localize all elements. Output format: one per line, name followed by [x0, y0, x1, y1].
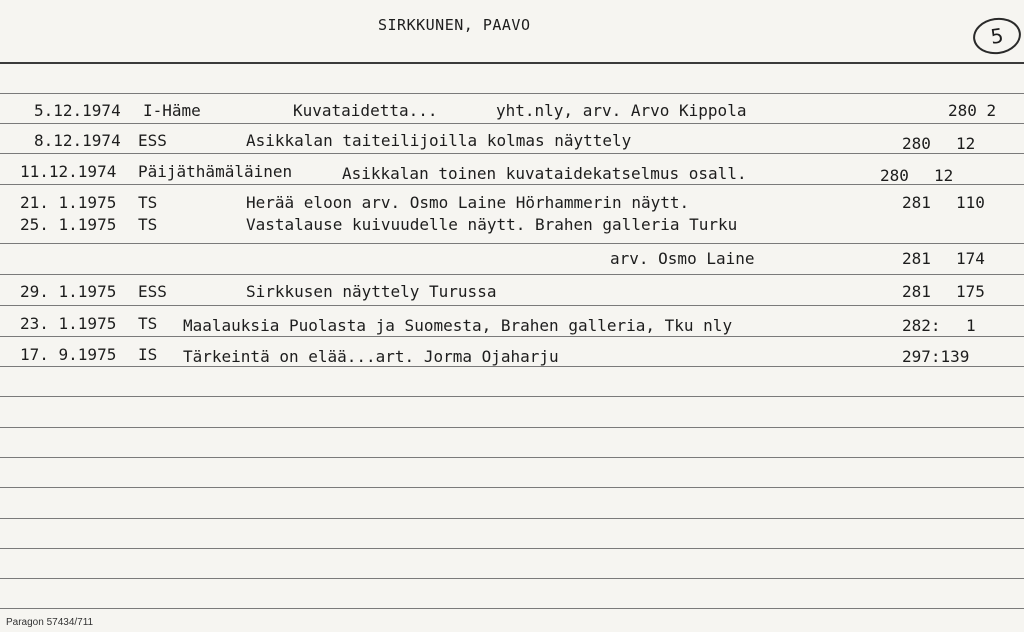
rule-line — [0, 518, 1024, 519]
entry-source: ESS — [138, 282, 167, 301]
header-rule — [0, 62, 1024, 64]
entry-page: 12 — [956, 134, 976, 153]
entry-date: 17. 9.1975 — [20, 345, 117, 364]
entry-text: Asikkalan taiteilijoilla kolmas näyttely — [246, 131, 632, 150]
entry-ref: 282: — [902, 316, 941, 335]
entry-text: Asikkalan toinen kuvataidekatselmus osall. — [342, 164, 747, 183]
entry-source: TS — [138, 193, 158, 212]
entry-page: 174 — [956, 249, 985, 268]
entry-source: TS — [138, 215, 158, 234]
entry-source: ESS — [138, 131, 167, 150]
entry-date: 5.12.1974 — [34, 101, 121, 120]
entry-extra: yht.nly, arv. Arvo Kippola — [496, 101, 747, 120]
rule-line — [0, 153, 1024, 154]
rule-line — [0, 336, 1024, 337]
rule-line — [0, 274, 1024, 275]
card-number-stamp: 5 — [971, 15, 1024, 57]
entry-ref: 281 — [902, 249, 931, 268]
entry-page: 1 — [966, 316, 976, 335]
rule-line — [0, 243, 1024, 244]
entry-ref: 297:139 — [902, 347, 970, 366]
rule-line — [0, 487, 1024, 488]
rule-line — [0, 184, 1024, 185]
entry-ref: 280 — [902, 134, 931, 153]
rule-line — [0, 427, 1024, 428]
rule-line — [0, 123, 1024, 124]
entry-text: Herää eloon arv. Osmo Laine Hörhammerin näytt. — [246, 193, 690, 212]
rule-line — [0, 578, 1024, 579]
entry-date: 8.12.1974 — [34, 131, 121, 150]
rule-line — [0, 396, 1024, 397]
entry-source: TS — [138, 314, 158, 333]
entry-source: Päijäthämäläinen — [138, 162, 293, 181]
card-title: SIRKKUNEN, PAAVO — [378, 16, 531, 34]
rule-line — [0, 548, 1024, 549]
rule-line — [0, 457, 1024, 458]
rule-line — [0, 608, 1024, 609]
entry-ref: 280 — [880, 166, 909, 185]
entry-text: arv. Osmo Laine — [610, 249, 755, 268]
rule-line — [0, 305, 1024, 306]
entry-date: 11.12.1974 — [20, 162, 117, 181]
entry-text: Vastalause kuivuudelle näytt. Brahen galleria Turku — [246, 215, 738, 234]
entry-text: Sirkkusen näyttely Turussa — [246, 282, 497, 301]
entry-date: 29. 1.1975 — [20, 282, 117, 301]
entry-date: 21. 1.1975 — [20, 193, 117, 212]
entry-page: 12 — [934, 166, 954, 185]
entry-ref: 280 2 — [948, 101, 997, 120]
entry-ref: 281 — [902, 282, 931, 301]
entry-ref: 281 — [902, 193, 931, 212]
card-footer: Paragon 57434/711 — [6, 617, 94, 628]
rule-line — [0, 93, 1024, 94]
entry-source: I-Häme — [143, 101, 201, 120]
entry-source: IS — [138, 345, 158, 364]
entry-text: Tärkeintä on elää...art. Jorma Ojaharju — [183, 347, 559, 366]
entry-text: Maalauksia Puolasta ja Suomesta, Brahen galleria, Tku nly — [183, 316, 733, 335]
entry-date: 25. 1.1975 — [20, 215, 117, 234]
entry-page: 175 — [956, 282, 985, 301]
entry-date: 23. 1.1975 — [20, 314, 117, 333]
entry-text: Kuvataidetta... — [293, 101, 438, 120]
entry-page: 110 — [956, 193, 985, 212]
